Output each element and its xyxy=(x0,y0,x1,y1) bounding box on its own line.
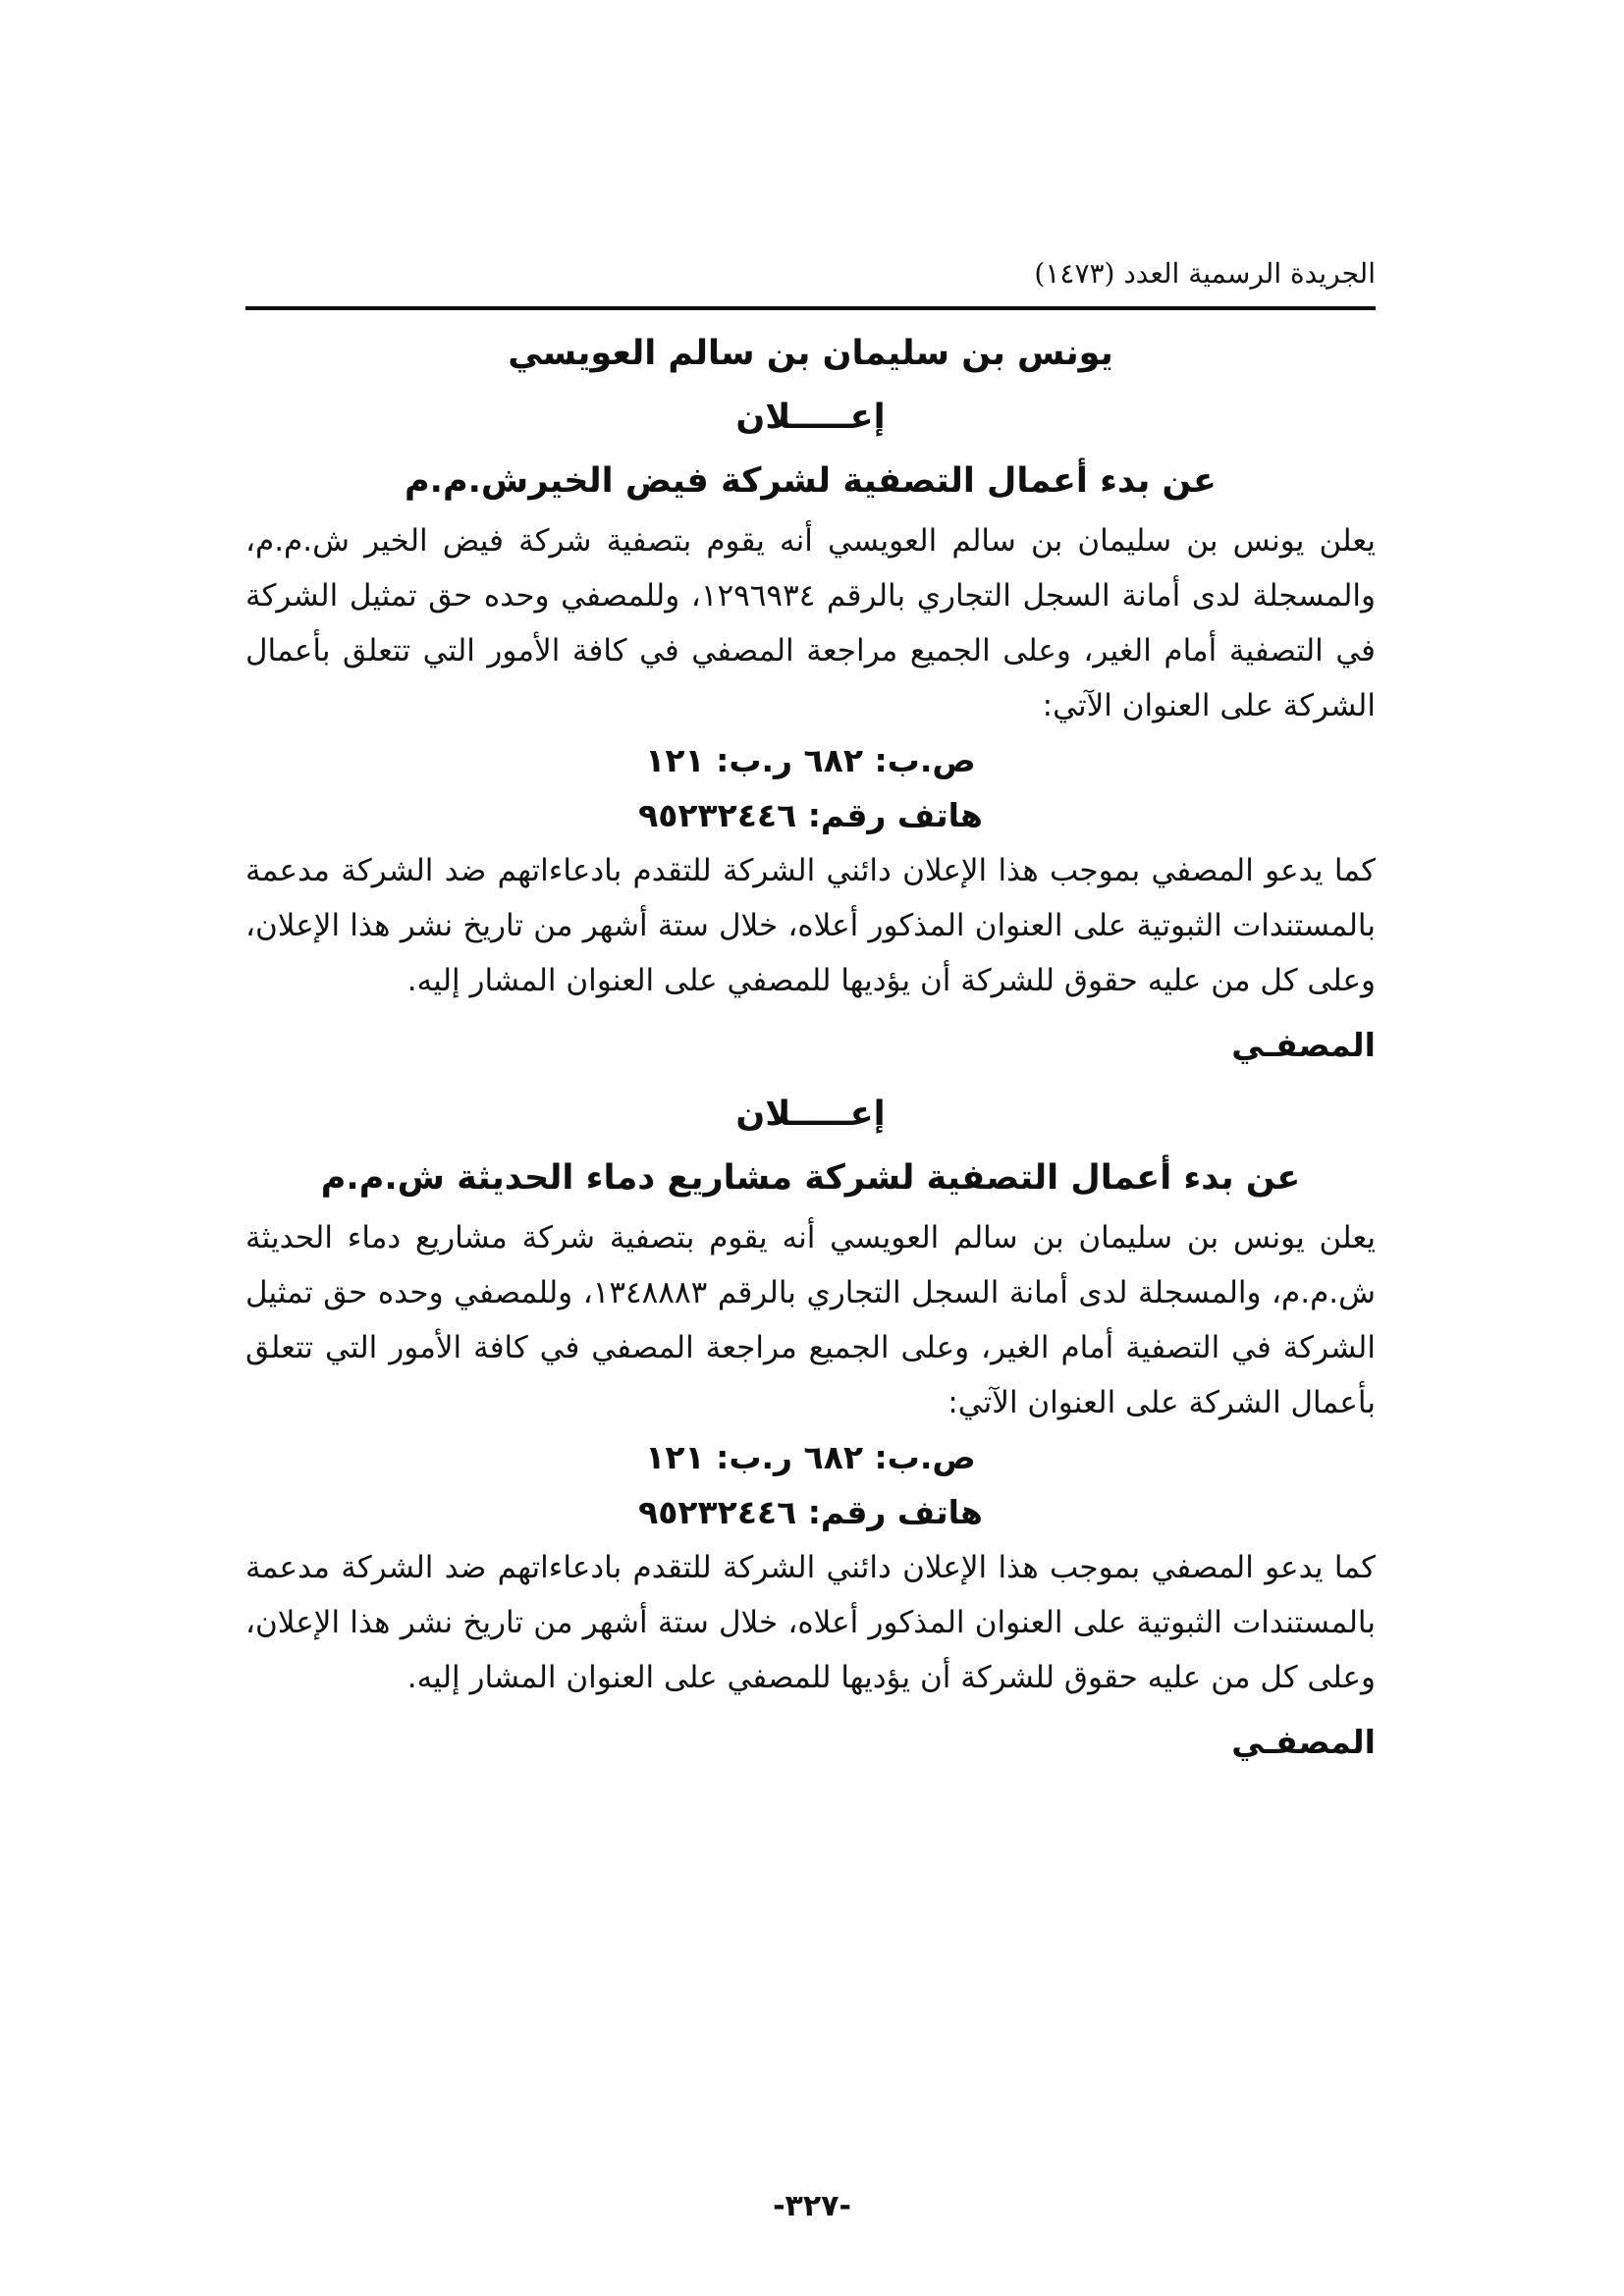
header-divider xyxy=(245,306,1376,310)
announcement-body: يعلن يونس بن سليمان بن سالم العويسي أنه يقوم بتصفية شركة فيض الخير ش.م.م، والمسجلة لدى أمانة السجل التجاري بالرقم ١٢٩٦٩٣٤، وللمصفي وحده حق تمثيل الشركة في التصفية أمام الغير، وعلى الجميع مراجعة المصفي في كافة الأمور التي تتعلق بأعمال الشركة على العنوان الآتي: xyxy=(245,523,1376,723)
announcement-body: يعلن يونس بن سليمان بن سالم العويسي أنه يقوم بتصفية شركة مشاريع دماء الحديثة ش.م.م، والمسجلة لدى أمانة السجل التجاري بالرقم ١٣٤٨٨٨٣، وللمصفي وحده حق تمثيل الشركة في التصفية أمام الغير، وعلى الجميع مراجعة المصفي في كافة الأمور التي تتعلق بأعمال الشركة على العنوان الآتي: xyxy=(245,1220,1376,1420)
announcement-closing: كما يدعو المصفي بموجب هذا الإعلان دائني الشركة للتقدم بادعاءاتهم ضد الشركة مدعمة بالمستندات الثبوتية على العنوان المذكور أعلاه، خلال ستة أشهر من تاريخ نشر هذا الإعلان، وعلى كل من عليه حقوق للشركة أن يؤديها للمصفي على العنوان المشار إليه. xyxy=(245,853,1376,998)
po-box: ص.ب: ٦٨٢ ر.ب: ١٢١ xyxy=(645,1438,976,1476)
announcement-closing: كما يدعو المصفي بموجب هذا الإعلان دائني الشركة للتقدم بادعاءاتهم ضد الشركة مدعمة بالمستندات الثبوتية على العنوان المذكور أعلاه، خلال ستة أشهر من تاريخ نشر هذا الإعلان، وعلى كل من عليه حقوق للشركة أن يؤديها للمصفي على العنوان المشار إليه. xyxy=(245,1550,1376,1695)
announcement-2 xyxy=(245,1083,1376,1780)
announcement-label: إعـــــلان xyxy=(735,1095,886,1134)
phone-number: هاتف رقم: ٩٥٢٣٢٤٤٦ xyxy=(638,796,983,834)
announcement-title: عن بدء أعمال التصفية لشركة مشاريع دماء الحديثة ش.م.م xyxy=(320,1158,1301,1198)
announcement-1 xyxy=(245,386,1376,1083)
announcement-label: إعـــــلان xyxy=(735,398,886,437)
page-content xyxy=(245,322,1376,1780)
announcement-title: عن بدء أعمال التصفية لشركة فيض الخيرش.م.م xyxy=(405,461,1217,501)
liquidator-signature: المصفـي xyxy=(1231,1723,1376,1761)
phone-number: هاتف رقم: ٩٥٢٣٢٤٤٦ xyxy=(638,1493,983,1531)
po-box: ص.ب: ٦٨٢ ر.ب: ١٢١ xyxy=(645,741,976,779)
liquidator-name: يونس بن سليمان بن سالم العويسي xyxy=(508,334,1113,373)
liquidator-signature: المصفـي xyxy=(1231,1026,1376,1064)
page-number: -٣٢٧- xyxy=(773,2189,851,2223)
journal-header-title: الجريدة الرسمية العدد (١٤٧٣) xyxy=(1034,257,1376,290)
